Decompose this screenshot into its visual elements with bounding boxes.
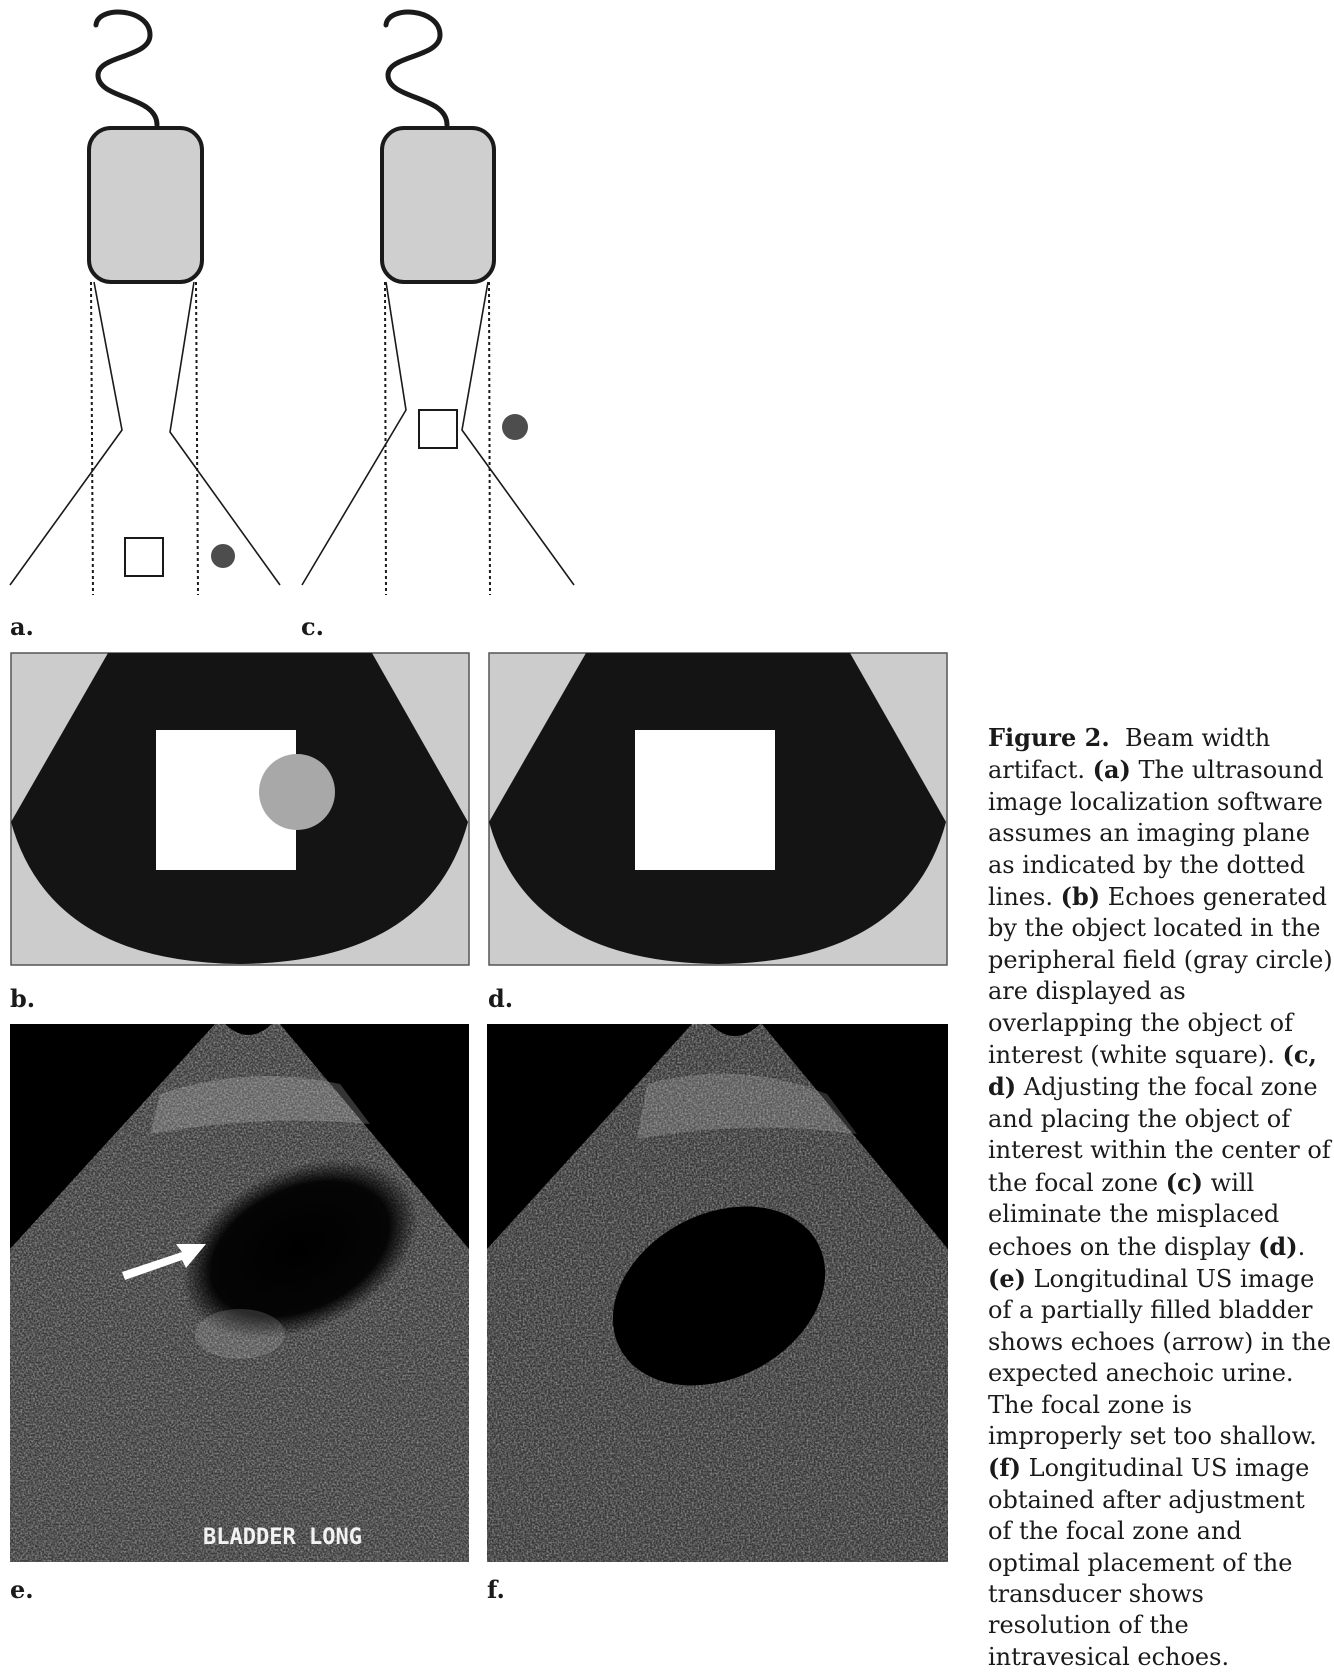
caption-text: The ultrasound image localization software assumes an imaging plane as indicated by the dotted lines.	[988, 756, 1324, 912]
caption-text: will eliminate the misplaced echoes on the display	[988, 1168, 1280, 1261]
caption-ref-c: (c)	[1165, 1167, 1204, 1197]
imaging-plane-line	[196, 282, 198, 595]
panel-label-e: e.	[10, 1575, 34, 1604]
caption-text: Beam width artifact.	[988, 724, 1271, 785]
panel-a-diagram	[0, 0, 290, 600]
panel-label-c: c.	[301, 612, 324, 641]
object-of-interest-square	[635, 730, 775, 870]
caption-text: Longitudinal US image obtained after adjustment of the focal zone and optimal placement of the transducer shows resolution of the intravesical echoes.	[988, 1454, 1310, 1671]
peripheral-echo-circle	[259, 754, 335, 830]
imaging-plane-line	[385, 282, 386, 595]
panel-d-display	[488, 652, 948, 967]
peripheral-object-circle	[211, 544, 235, 568]
caption-text: Longitudinal US image of a partially filled bladder shows echoes (arrow) in the expected anechoic urine. The focal zone is improperly set too shallow.	[988, 1264, 1332, 1450]
beam-outline	[302, 282, 406, 585]
beam-outline	[10, 282, 122, 585]
object-of-interest-square	[125, 538, 163, 576]
panel-label-a: a.	[10, 612, 34, 641]
caption-ref-d: (d)	[1258, 1231, 1298, 1261]
cable-icon	[96, 12, 157, 125]
panel-e-ultrasound	[10, 1024, 469, 1562]
object-of-interest-square	[419, 410, 457, 448]
imaging-plane-line	[91, 282, 93, 595]
panel-f-ultrasound	[487, 1024, 948, 1562]
peripheral-object-circle	[502, 414, 528, 440]
us-overlay-label: BLADDER LONG	[203, 1525, 362, 1550]
figure-label: Figure 2.	[988, 723, 1110, 752]
transducer-icon	[89, 128, 202, 282]
caption-text: Echoes generated by the object located in the peripheral field (gray circle) are displayed as overlapping the object of interest (white square).	[988, 883, 1333, 1070]
caption-ref-cd: (c, d)	[988, 1040, 1317, 1102]
caption-ref-f: (f)	[988, 1453, 1022, 1483]
figure-caption	[988, 722, 1333, 1673]
caption-text: .	[1297, 1232, 1306, 1261]
cable-icon	[386, 12, 447, 125]
caption-ref-b: (b)	[1060, 882, 1101, 912]
imaging-plane-line	[489, 282, 490, 595]
caption-text: Adjusting the focal zone and placing the object of interest within the center of the focal zone	[988, 1073, 1331, 1197]
caption-ref-a: (a)	[1092, 755, 1131, 785]
beam-outline	[170, 282, 280, 585]
panel-c-diagram	[292, 0, 592, 600]
panel-label-b: b.	[10, 984, 36, 1013]
caption-ref-e: (e)	[988, 1263, 1026, 1293]
transducer-icon	[382, 128, 494, 282]
panel-b-display	[10, 652, 470, 967]
panel-label-d: d.	[488, 984, 514, 1013]
panel-label-f: f.	[487, 1575, 505, 1604]
